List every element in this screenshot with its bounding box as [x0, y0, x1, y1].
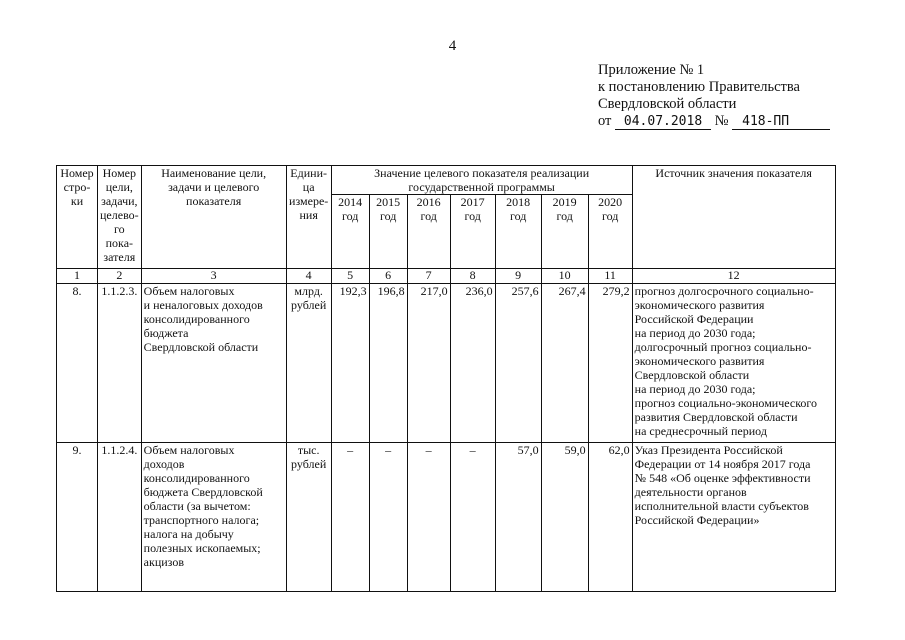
- header-year: 2020 год: [588, 195, 632, 269]
- date-prefix: от: [598, 113, 612, 129]
- appendix-date-line: [598, 113, 830, 130]
- decree-date: 04.07.2018: [615, 114, 711, 130]
- column-index: 1: [57, 269, 98, 284]
- header-year: 2016 год: [407, 195, 450, 269]
- indicator-name: Объем налоговых и неналоговых доходов консолидированного бюджета Свердловской области: [141, 284, 286, 443]
- header-year: 2017 год: [450, 195, 495, 269]
- header-value-group: Значение целевого показателя реализации государственной программы: [331, 166, 632, 195]
- value-cell: 217,0: [407, 284, 450, 443]
- page-number: 4: [448, 38, 457, 54]
- table-row: [57, 284, 836, 443]
- column-index-row: [57, 269, 836, 284]
- appendix-decree-line: к постановлению Правительства: [598, 79, 800, 95]
- value-cell: 279,2: [588, 284, 632, 443]
- header-name: Наименование цели, задачи и целевого показателя: [141, 166, 286, 269]
- header-row-number: Номер стро- ки: [57, 166, 98, 269]
- appendix-region-line: Свердловской области: [598, 96, 737, 112]
- appendix-header: [598, 62, 830, 130]
- column-index: 3: [141, 269, 286, 284]
- header-year: 2014 год: [331, 195, 369, 269]
- value-cell: –: [369, 443, 407, 592]
- value-cell: –: [407, 443, 450, 592]
- value-cell: –: [331, 443, 369, 592]
- task-number: 1.1.2.4.: [98, 443, 142, 592]
- unit: тыс. рублей: [286, 443, 331, 592]
- number-prefix: №: [714, 113, 729, 129]
- header-year: 2015 год: [369, 195, 407, 269]
- header-year: 2018 год: [495, 195, 541, 269]
- value-cell: 257,6: [495, 284, 541, 443]
- column-index: 7: [407, 269, 450, 284]
- indicator-name: Объем налоговых доходов консолидированного бюджета Свердловской области (за вычетом: транспортного налога; налога на добычу полезных ископаемых; акцизов: [141, 443, 286, 592]
- header-row-1: [57, 166, 836, 195]
- column-index: 10: [541, 269, 588, 284]
- table-row: [57, 443, 836, 592]
- column-index: 2: [98, 269, 142, 284]
- source-cell: прогноз долгосрочного социально- экономического развития Российской Федерации на период до 2030 года; долгосрочный прогноз социально- экономического развития Свердловской области на период до 2030 года; прогноз социально-экономического развития Свердловской области на среднесрочный период: [632, 284, 835, 443]
- header-task-number: Номер цели, задачи, целево- го пока- зателя: [98, 166, 142, 269]
- header-source: Источник значения показателя: [632, 166, 835, 269]
- value-cell: 196,8: [369, 284, 407, 443]
- unit: млрд. рублей: [286, 284, 331, 443]
- column-index: 11: [588, 269, 632, 284]
- decree-number: 418-ПП: [732, 114, 830, 130]
- value-cell: 236,0: [450, 284, 495, 443]
- source-cell: Указ Президента Российской Федерации от 14 ноября 2017 года № 548 «Об оценке эффективности деятельности органов исполнительной власти субъектов Российской Федерации»: [632, 443, 835, 592]
- header-year: 2019 год: [541, 195, 588, 269]
- value-cell: 62,0: [588, 443, 632, 592]
- appendix-title: Приложение № 1: [598, 62, 705, 78]
- value-cell: 59,0: [541, 443, 588, 592]
- column-index: 9: [495, 269, 541, 284]
- value-cell: 192,3: [331, 284, 369, 443]
- value-cell: 267,4: [541, 284, 588, 443]
- task-number: 1.1.2.3.: [98, 284, 142, 443]
- column-index: 5: [331, 269, 369, 284]
- row-number: 8.: [57, 284, 98, 443]
- column-index: 4: [286, 269, 331, 284]
- indicator-table: [56, 165, 836, 592]
- value-cell: 57,0: [495, 443, 541, 592]
- value-cell: –: [450, 443, 495, 592]
- row-number: 9.: [57, 443, 98, 592]
- column-index: 6: [369, 269, 407, 284]
- header-unit: Едини- ца измере- ния: [286, 166, 331, 269]
- column-index: 12: [632, 269, 835, 284]
- column-index: 8: [450, 269, 495, 284]
